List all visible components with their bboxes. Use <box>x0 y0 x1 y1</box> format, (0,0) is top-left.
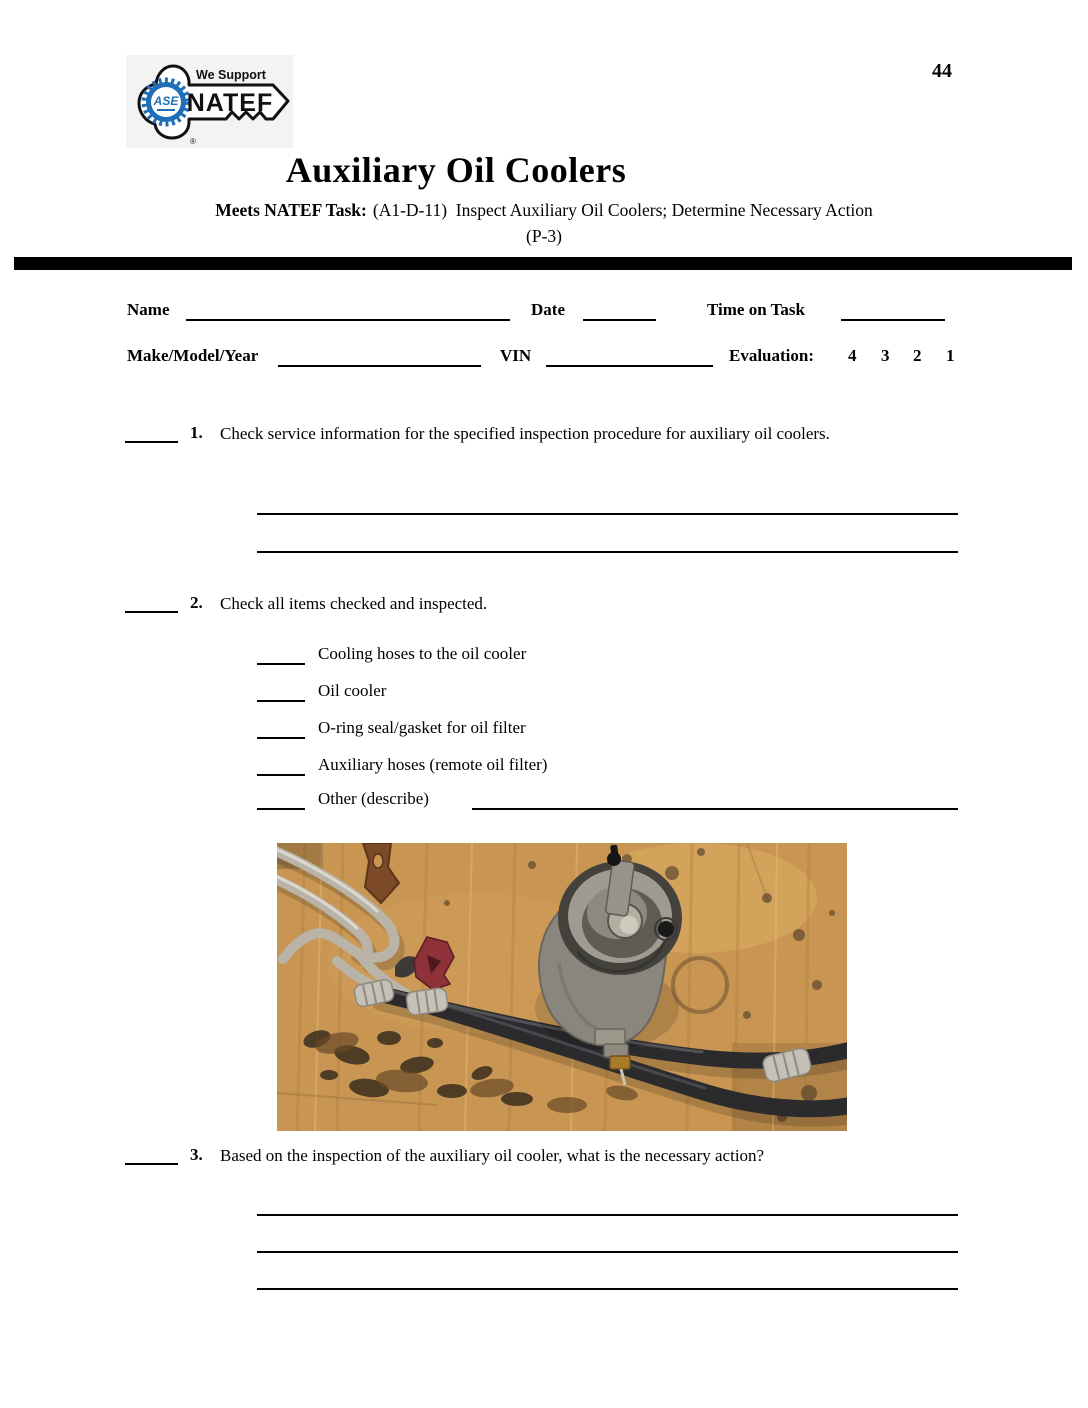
task-label: Meets NATEF Task: <box>215 200 367 220</box>
name-line[interactable] <box>186 319 510 321</box>
checklist-item-label: O-ring seal/gasket for oil filter <box>318 718 526 737</box>
we-support-text: We Support <box>196 68 266 82</box>
make-model-year-line[interactable] <box>278 365 481 367</box>
answer-line[interactable] <box>257 1251 958 1253</box>
evaluation-1[interactable]: 1 <box>946 346 955 365</box>
evaluation-3[interactable]: 3 <box>881 346 890 365</box>
answer-line[interactable] <box>257 1288 958 1290</box>
checklist-blank-line[interactable] <box>257 808 305 810</box>
natef-logo <box>126 55 293 148</box>
natef-key-logo-graphic <box>126 55 293 148</box>
vin-line[interactable] <box>546 365 713 367</box>
task1-number: 1. <box>190 423 203 442</box>
task1-text: Check service information for the specified inspection procedure for auxiliary oil coolers. <box>220 424 830 443</box>
make-model-year-label: Make/Model/Year <box>127 346 259 365</box>
checklist-item-label: Auxiliary hoses (remote oil filter) <box>318 755 548 774</box>
checklist-blank-line[interactable] <box>257 774 305 776</box>
checklist-blank-line[interactable] <box>257 737 305 739</box>
time-on-task-line[interactable] <box>841 319 945 321</box>
evaluation-label: Evaluation: <box>729 346 815 365</box>
date-line[interactable] <box>583 319 656 321</box>
answer-line[interactable] <box>257 513 958 515</box>
name-label: Name <box>127 300 170 319</box>
page-number: 44 <box>932 60 952 82</box>
evaluation-2[interactable]: 2 <box>913 346 922 365</box>
other-describe-line[interactable] <box>472 808 958 810</box>
task2-number: 2. <box>190 593 203 612</box>
task-text: (A1-D-11) Inspect Auxiliary Oil Coolers; Determine Necessary Action <box>372 200 873 220</box>
checklist-blank-line[interactable] <box>257 700 305 702</box>
registered-mark: ® <box>190 137 196 146</box>
priority-code: (P-3) <box>526 226 562 246</box>
checklist-item-label: Other (describe) <box>318 789 429 808</box>
task2-completion-line[interactable] <box>125 611 178 613</box>
task3-number: 3. <box>190 1145 203 1164</box>
checklist-item-label: Oil cooler <box>318 681 387 700</box>
page-title: Auxiliary Oil Coolers <box>285 150 627 190</box>
vin-label: VIN <box>500 346 532 365</box>
ase-text: ASE <box>153 94 179 108</box>
answer-line[interactable] <box>257 1214 958 1216</box>
answer-line[interactable] <box>257 551 958 553</box>
natef-task-line <box>0 200 1088 221</box>
checklist-item-label: Cooling hoses to the oil cooler <box>318 644 527 663</box>
natef-text: NATEF <box>186 89 274 117</box>
time-on-task-label: Time on Task <box>707 300 805 319</box>
oil-cooler-photo-graphic <box>277 843 847 1131</box>
evaluation-4[interactable]: 4 <box>848 346 857 365</box>
task3-text: Based on the inspection of the auxiliary oil cooler, what is the necessary action? <box>220 1146 765 1165</box>
divider-rule <box>14 257 1072 270</box>
task2-text: Check all items checked and inspected. <box>220 594 488 613</box>
task3-completion-line[interactable] <box>125 1163 178 1165</box>
oil-cooler-photo <box>277 843 847 1131</box>
checklist-blank-line[interactable] <box>257 663 305 665</box>
date-label: Date <box>531 300 565 319</box>
task1-completion-line[interactable] <box>125 441 178 443</box>
